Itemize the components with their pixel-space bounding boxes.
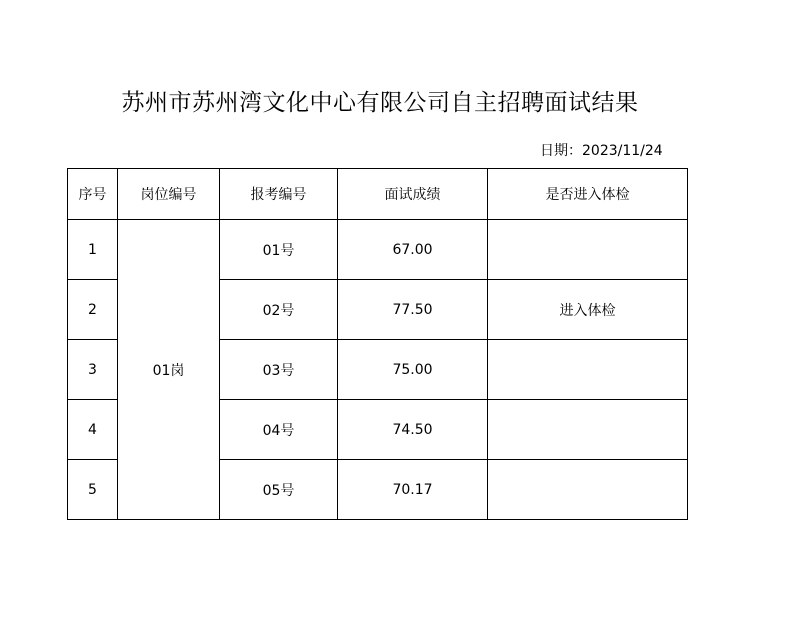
cell-result: 进入体检 — [488, 280, 688, 340]
results-table — [67, 168, 688, 520]
cell-seq: 3 — [68, 340, 118, 400]
table-row — [68, 220, 688, 280]
page-title: 苏州市苏州湾文化中心有限公司自主招聘面试结果 — [121, 90, 639, 116]
document-date: 日期：2023/11/24 — [540, 143, 663, 159]
cell-score: 75.00 — [338, 340, 488, 400]
cell-result — [488, 460, 688, 520]
cell-result — [488, 400, 688, 460]
cell-seq: 4 — [68, 400, 118, 460]
cell-exam-no: 01号 — [220, 220, 338, 280]
cell-seq: 5 — [68, 460, 118, 520]
header-position: 岗位编号 — [118, 169, 220, 220]
cell-result — [488, 220, 688, 280]
cell-score: 67.00 — [338, 220, 488, 280]
cell-seq: 2 — [68, 280, 118, 340]
cell-exam-no: 03号 — [220, 340, 338, 400]
cell-exam-no: 04号 — [220, 400, 338, 460]
header-result: 是否进入体检 — [488, 169, 688, 220]
table-header-row — [68, 169, 688, 220]
cell-score: 74.50 — [338, 400, 488, 460]
cell-exam-no: 02号 — [220, 280, 338, 340]
cell-result — [488, 340, 688, 400]
header-seq: 序号 — [68, 169, 118, 220]
cell-score: 70.17 — [338, 460, 488, 520]
cell-exam-no: 05号 — [220, 460, 338, 520]
cell-score: 77.50 — [338, 280, 488, 340]
header-score: 面试成绩 — [338, 169, 488, 220]
cell-position: 01岗 — [118, 220, 220, 520]
cell-seq: 1 — [68, 220, 118, 280]
header-exam-no: 报考编号 — [220, 169, 338, 220]
